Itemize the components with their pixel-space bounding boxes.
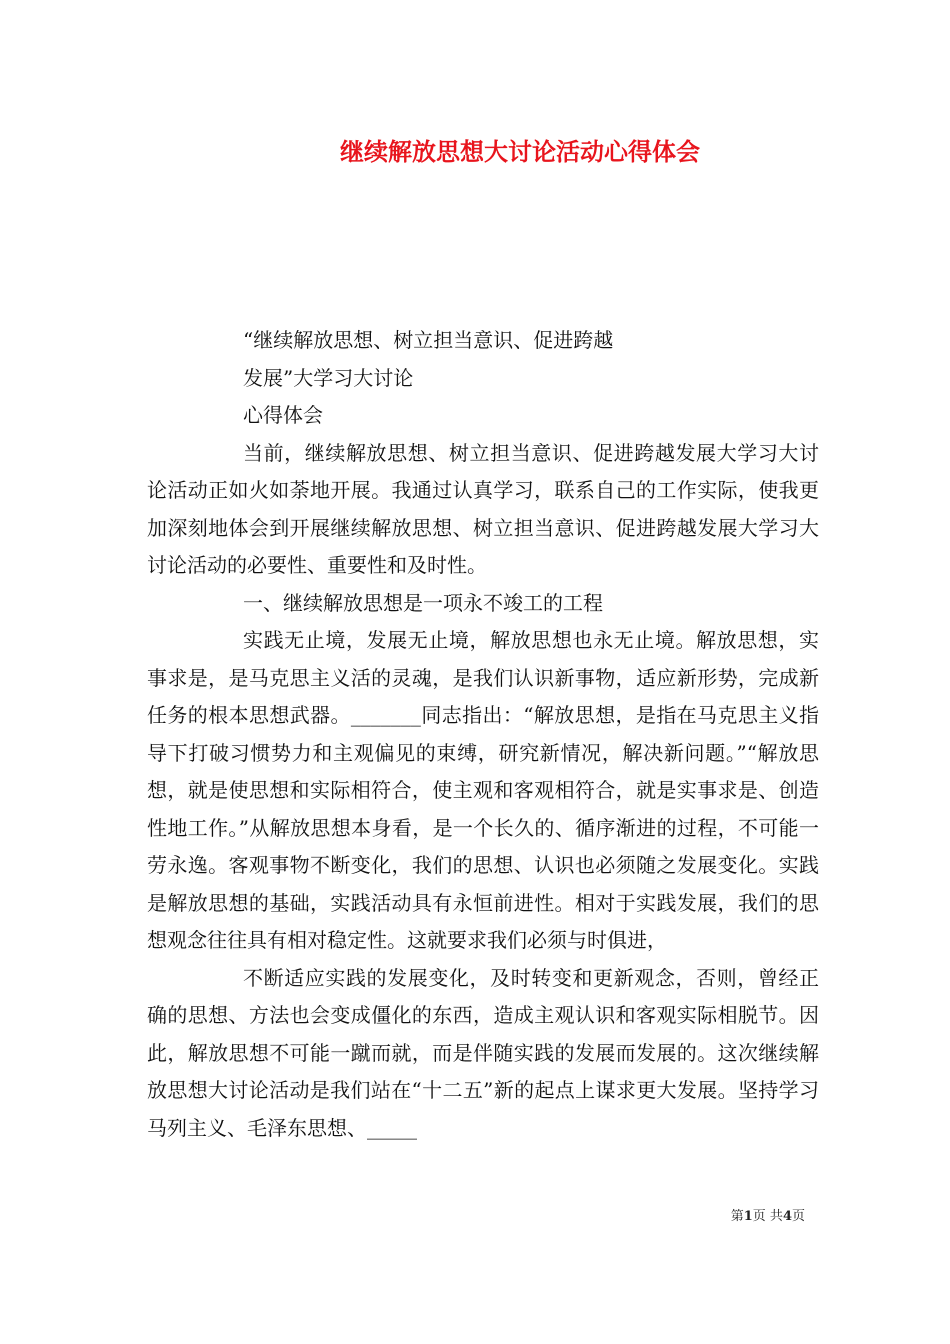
footer-total-pages: 4 [782,1209,792,1224]
paragraph-practice: 实践无止境，发展无止境，解放思想也永无止境。解放思想，实事求是，是马克思主义活的灵魂，是我们认识新事物，适应新形势，完成新任务的根本思想武器。_______同志指出：“解放思想，是指在马克思主义指导下打破习惯势力和主观偏见的束缚，研究新情况，解决新问题。”“解放思想，就是使思想和实际相符合，使主观和客观相符合，就是实事求是、创造性地工作。”从解放思想本身看，是一个长久的、循序渐进的过程，不可能一劳永逸。客观事物不断变化，我们的思想、认识也必须随之发展变化。实践是解放思想的基础，实践活动具有永恒前进性。相对于实践发展，我们的思想观念往往具有相对稳定性。这就要求我们必须与时俱进， [147,628,819,952]
paragraph-continue: 不断适应实践的发展变化，及时转变和更新观念，否则，曾经正确的思想、方法也会变成僵化的东西，造成主观认识和客观实际相脱节。因此，解放思想不可能一蹴而就，而是伴随实践的发展而发展的。这次继续解放思想大讨论活动是我们站在“十二五”新的起点上谋求更大发展。坚持学习马列主义、毛泽东思想、_____ [147,965,819,1140]
section-heading-1: 一、继续解放思想是一项永不竣工的工程 [243,590,603,615]
document-title: 继续解放思想大讨论活动心得体会 [340,137,700,166]
footer-suffix: 页 [791,1209,805,1224]
footer-middle: 页 共 [752,1209,783,1224]
heading-line-3: 心得体会 [243,403,323,427]
document-body [147,322,819,1147]
heading-line-1: “继续解放思想、树立担当意识、促进跨越 [243,328,614,352]
heading-line-2: 发展”大学习大讨论 [243,365,414,390]
footer-prefix: 第 [730,1209,744,1224]
paragraph-intro: 当前，继续解放思想、树立担当意识、促进跨越发展大学习大讨论活动正如火如荼地开展。我通过认真学习，联系自己的工作实际，使我更加深刻地体会到开展继续解放思想、树立担当意识、促进跨越发展大学习大讨论活动的必要性、重要性和及时性。 [147,440,819,577]
footer-page-number: 1 [743,1209,753,1224]
page-footer [731,1205,805,1224]
